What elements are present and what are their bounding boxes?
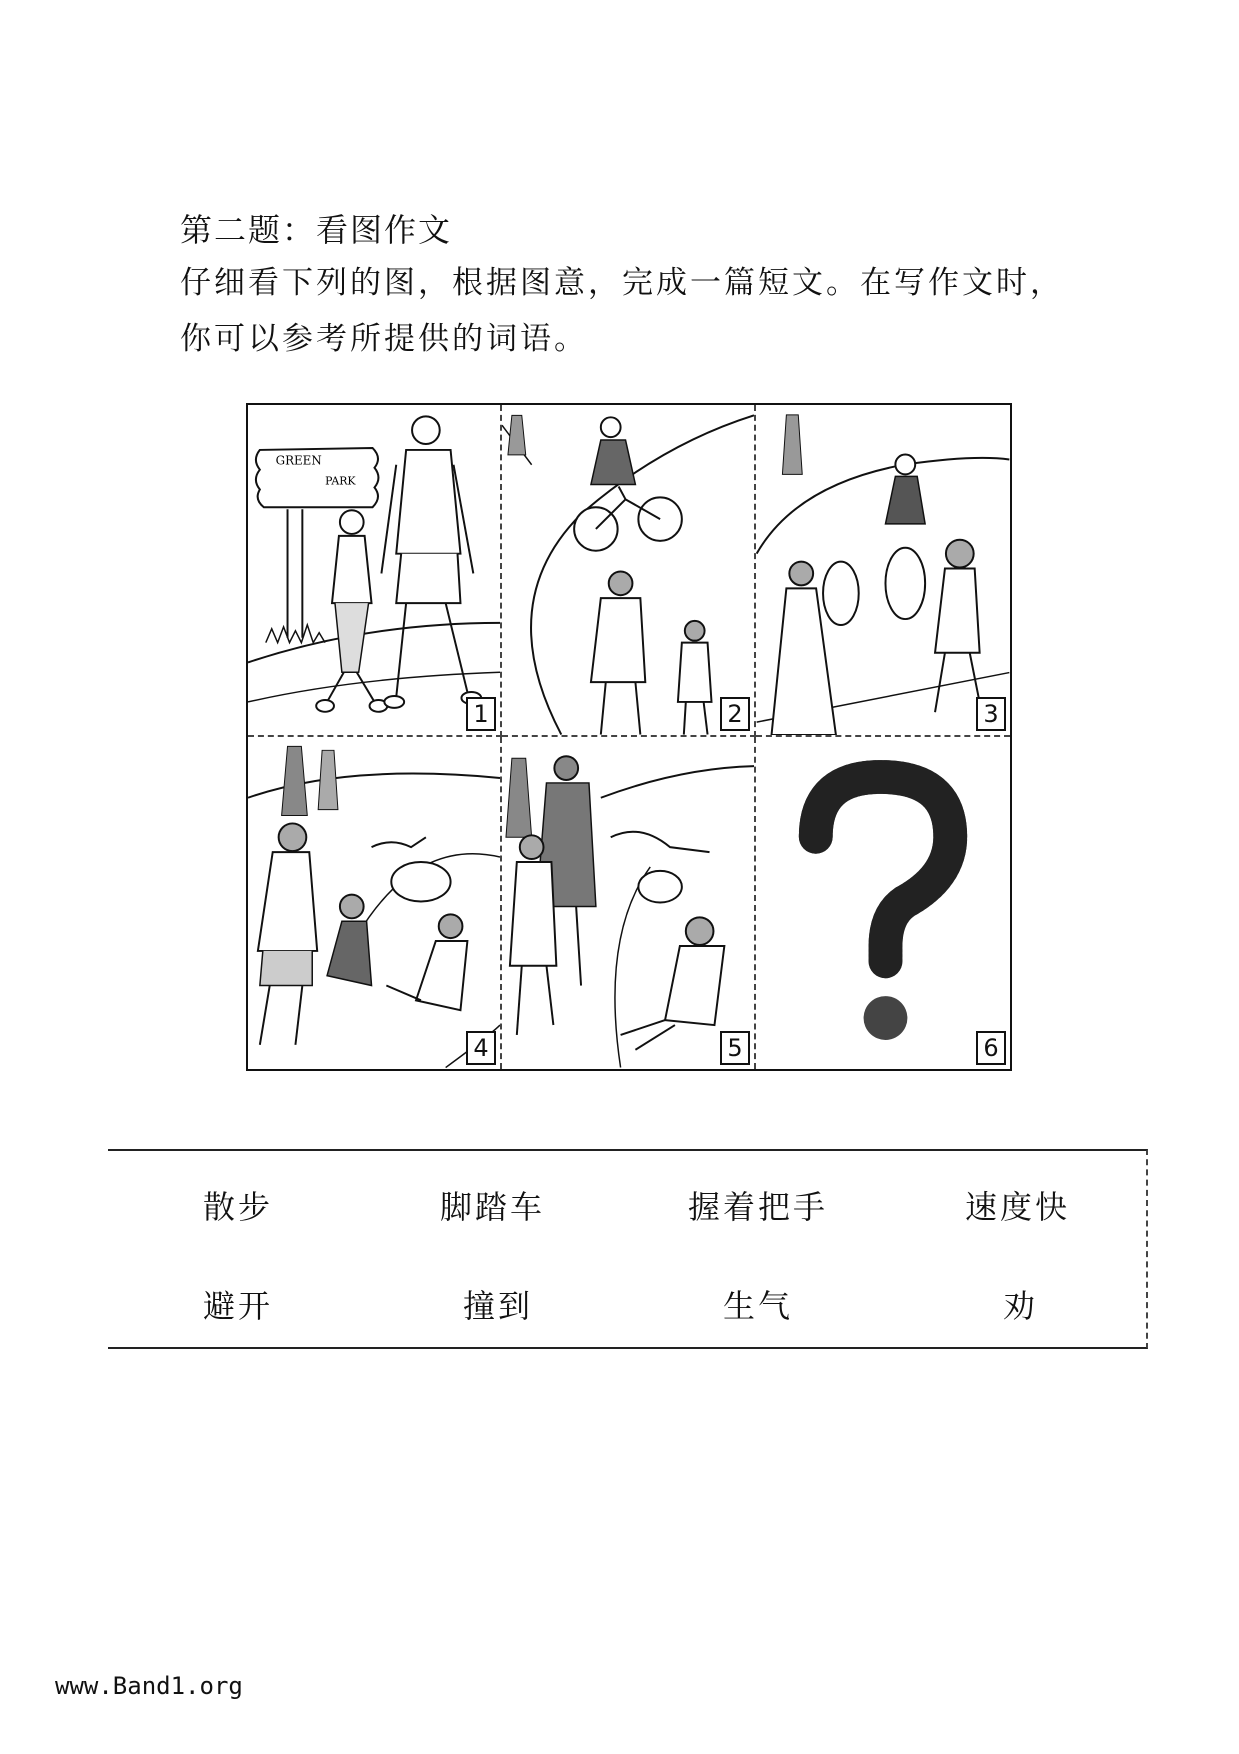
- word-bank-item: 速度快: [965, 1188, 1071, 1226]
- comic-panel-1: [248, 405, 502, 737]
- word-bank-item: 生气: [723, 1287, 794, 1325]
- word-bank-item: 脚踏车: [440, 1188, 546, 1226]
- sign-text-green: GREEN: [275, 453, 322, 468]
- cyclist-swerving-illustration: [756, 405, 1010, 735]
- question-instructions: [180, 255, 1140, 367]
- panel-number: 4: [466, 1031, 496, 1065]
- panel-number: 3: [976, 697, 1006, 731]
- question-title: 第二题：看图作文: [180, 211, 453, 249]
- word-bank-item: 劝: [1003, 1287, 1039, 1325]
- comic-panel-3: [756, 405, 1010, 737]
- comic-panel-5: [502, 737, 756, 1069]
- word-bank-item: 撞到: [463, 1287, 534, 1325]
- comic-panel-6: [756, 737, 1010, 1069]
- word-bank-item: 避开: [203, 1287, 274, 1325]
- walking-in-park-illustration: [248, 405, 500, 735]
- instruction-line: 你可以参考所提供的词语。: [180, 321, 588, 357]
- panel-number: 1: [466, 697, 496, 731]
- instruction-line: 仔细看下列的图，根据图意，完成一篇短文。在写作文时，: [180, 265, 1064, 301]
- footer-site: www.Band1.org: [55, 1672, 243, 1700]
- sign-text-park: PARK: [325, 474, 356, 488]
- word-bank-item: 散步: [203, 1188, 274, 1226]
- word-bank: [108, 1149, 1148, 1349]
- question-mark-illustration: [756, 737, 1010, 1069]
- panel-number: 2: [720, 697, 750, 731]
- panel-number: 6: [976, 1031, 1006, 1065]
- comic-strip: [246, 403, 1012, 1071]
- cyclist-approaching-illustration: [502, 405, 754, 735]
- word-bank-item: 握着把手: [688, 1188, 829, 1226]
- collision-illustration: [248, 737, 500, 1069]
- comic-panel-2: [502, 405, 756, 737]
- aftermath-illustration: [502, 737, 754, 1069]
- panel-number: 5: [720, 1031, 750, 1065]
- comic-panel-4: [248, 737, 502, 1069]
